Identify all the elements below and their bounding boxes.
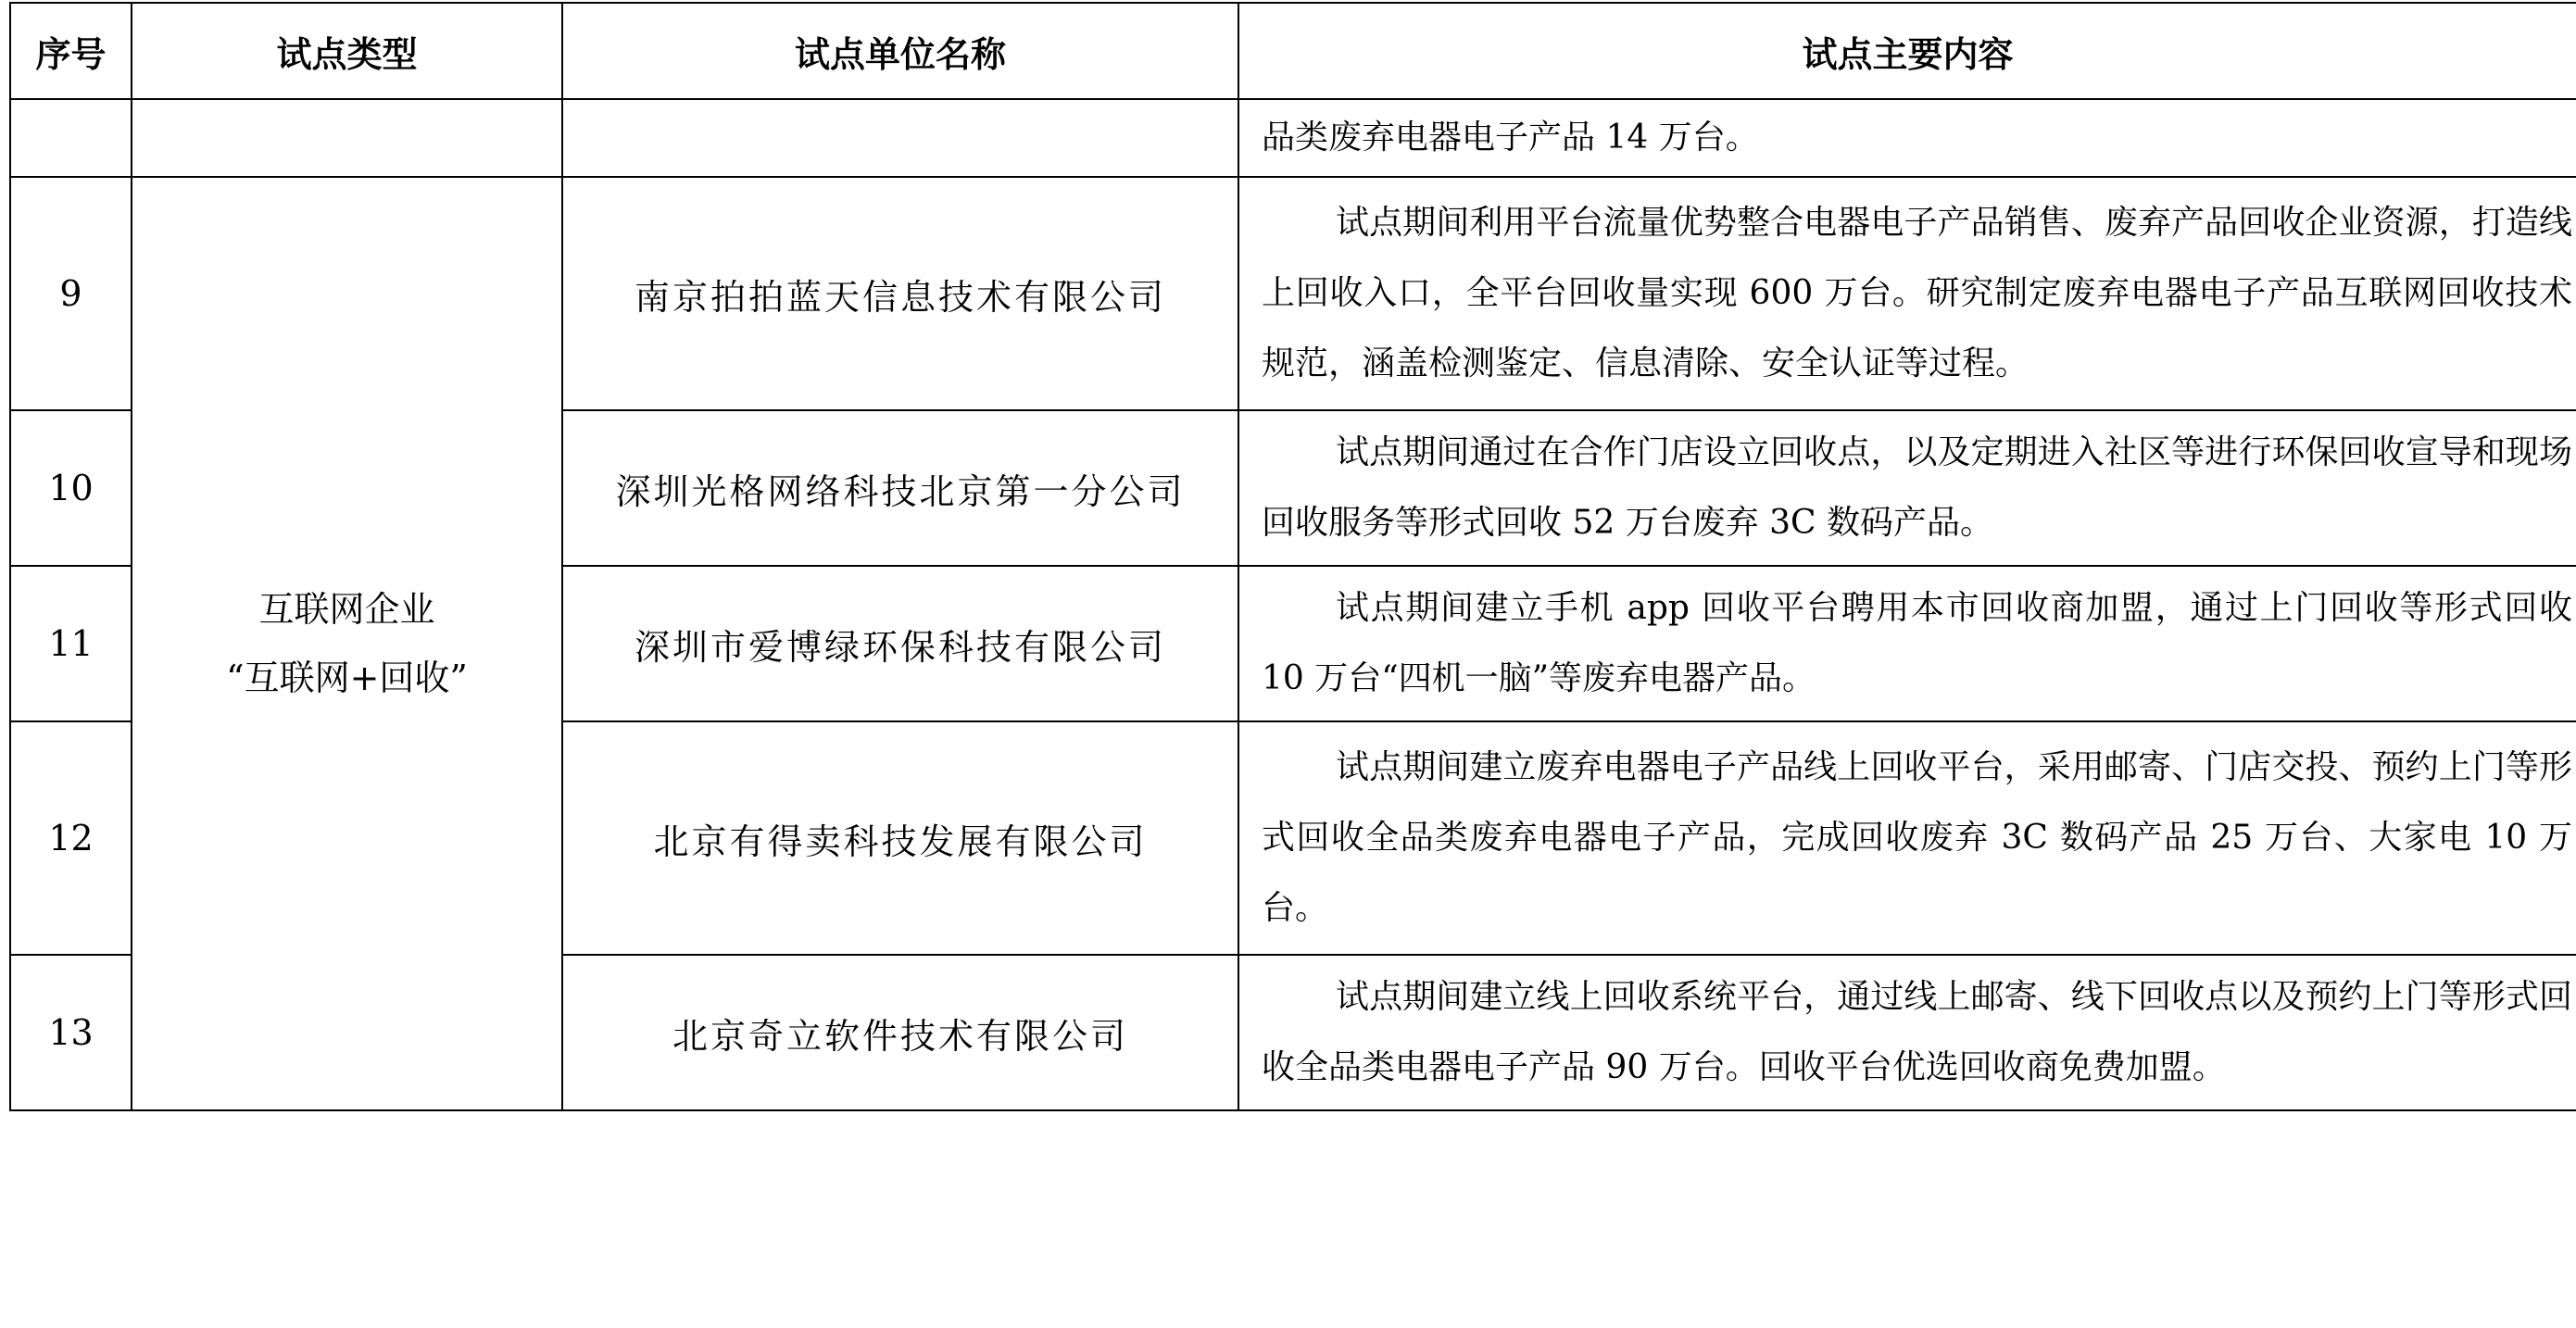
type-line-2: “互联网+回收” xyxy=(226,658,468,698)
cell-num: 12 xyxy=(10,721,132,955)
header-type: 试点类型 xyxy=(132,3,562,99)
header-num: 序号 xyxy=(10,3,132,99)
cell-num-empty xyxy=(10,99,132,177)
cell-num: 11 xyxy=(10,566,132,721)
pilot-table xyxy=(9,2,2576,1111)
cell-content xyxy=(1238,721,2576,955)
type-line-1: 互联网企业 xyxy=(258,589,435,630)
header-content: 试点主要内容 xyxy=(1238,3,2576,99)
content-text: 品类废弃电器电子产品 14 万台。 xyxy=(1262,119,1759,157)
cell-unit: 深圳市爱博绿环保科技有限公司 xyxy=(562,566,1238,721)
cell-content-continued xyxy=(1238,99,2576,177)
cell-type-empty xyxy=(132,99,562,177)
content-text: 试点期间建立线上回收系统平台，通过线上邮寄、线下回收点以及预约上门等形式回收全品类电器电子产品 90 万台。回收平台优选回收商免费加盟。 xyxy=(1262,978,2572,1086)
cell-unit: 北京有得卖科技发展有限公司 xyxy=(562,721,1238,955)
cell-unit: 南京拍拍蓝天信息技术有限公司 xyxy=(562,177,1238,410)
cell-num: 10 xyxy=(10,410,132,566)
content-text: 试点期间利用平台流量优势整合电器电子产品销售、废弃产品回收企业资源，打造线上回收入口，全平台回收量实现 600 万台。研究制定废弃电器电子产品互联网回收技术规范，涵盖检测鉴定、信息清除、安全认证等过程。 xyxy=(1262,204,2572,382)
cell-content xyxy=(1238,955,2576,1110)
header-unit: 试点单位名称 xyxy=(562,3,1238,99)
cell-unit-empty xyxy=(562,99,1238,177)
cell-content xyxy=(1238,410,2576,566)
cell-unit: 深圳光格网络科技北京第一分公司 xyxy=(562,410,1238,566)
cell-content xyxy=(1238,566,2576,721)
content-text: 试点期间建立手机 app 回收平台聘用本市回收商加盟，通过上门回收等形式回收 10 万台“四机一脑”等废弃电器产品。 xyxy=(1262,589,2572,697)
table-header-row xyxy=(10,3,2576,99)
content-text: 试点期间建立废弃电器电子产品线上回收平台，采用邮寄、门店交投、预约上门等形式回收全品类废弃电器电子产品，完成回收废弃 3C 数码产品 25 万台、大家电 10 万台。 xyxy=(1262,748,2572,927)
table-row xyxy=(10,177,2576,410)
content-text: 试点期间通过在合作门店设立回收点，以及定期进入社区等进行环保回收宣导和现场回收服务等形式回收 52 万台废弃 3C 数码产品。 xyxy=(1262,433,2572,542)
table-row-continued xyxy=(10,99,2576,177)
cell-type-group xyxy=(132,177,562,1110)
cell-num: 13 xyxy=(10,955,132,1110)
cell-content xyxy=(1238,177,2576,410)
cell-num: 9 xyxy=(10,177,132,410)
cell-unit: 北京奇立软件技术有限公司 xyxy=(562,955,1238,1110)
